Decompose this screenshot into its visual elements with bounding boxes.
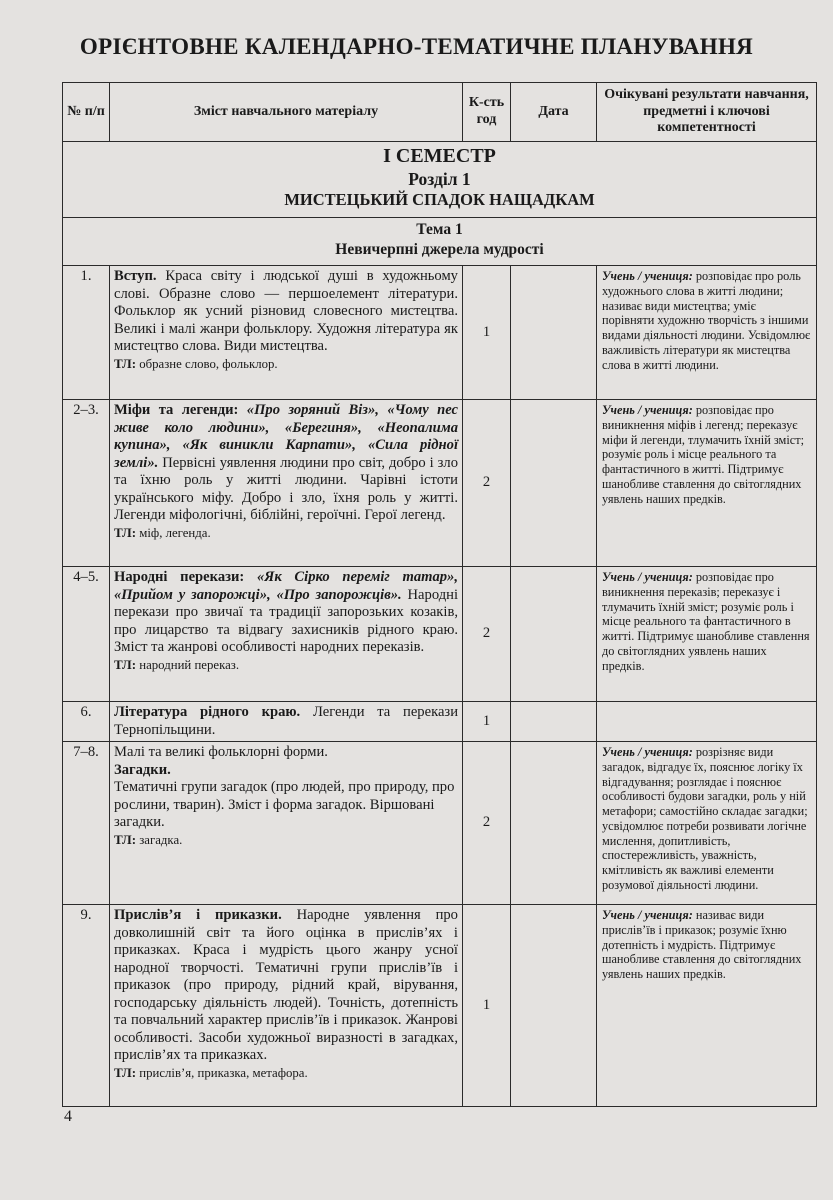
row-date[interactable] <box>511 400 597 567</box>
row-title: Міфи та легенди: <box>114 402 239 418</box>
page-number: 4 <box>64 1108 72 1125</box>
row-hours: 1 <box>463 905 511 1107</box>
section-label: Розділ 1 <box>408 169 471 189</box>
topic-title: Невичерпні джерела мудрості <box>335 241 544 259</box>
row-hours: 2 <box>463 567 511 702</box>
results-text: називає види прислів’їв і приказок; розуміє їхню дотепність і мудрість. Підтримує шанобливе ставлення до світоглядних уявлень наших предків. <box>602 908 802 981</box>
table-header-row <box>63 83 817 142</box>
section-title: МИСТЕЦЬКИЙ СПАДОК НАЩАДКАМ <box>284 190 595 209</box>
row-num: 4–5. <box>63 567 110 702</box>
row-works: «Як Сірко переміг татар», «Прийом у запорожці», «Про запорожців». <box>114 569 459 603</box>
row-hours: 1 <box>463 266 511 400</box>
row-num: 6. <box>63 702 110 742</box>
row-title: Загадки. <box>114 761 171 778</box>
results-text: розповідає про виникнення міфів і легенд; переказує міфи й легенди, тлумачить їхній зміст; розуміє роль і місце реального та фантастичного в житті. Підтримує шанобливе ставлення до світоглядних уявлень наших предків. <box>602 403 804 506</box>
topic-label: Тема 1 <box>416 221 463 238</box>
row-title: Вступ. <box>114 268 157 284</box>
tl-label: ТЛ: <box>114 1064 137 1080</box>
row-num: 9. <box>63 905 110 1107</box>
tl-terms: народний переказ. <box>139 657 240 672</box>
tl-terms: прислів’я, приказка, метафора. <box>139 1065 308 1080</box>
role-label: Учень / учениця: <box>602 269 693 283</box>
header-content: Зміст навчального матеріалу <box>110 83 463 142</box>
row-num: 7–8. <box>63 742 110 905</box>
header-hours: К-сть год <box>463 83 511 142</box>
row-text: Краса світу і людської душі в художньому слові. Образне слово — першоелемент літератури. Фольклор як усний різновид словесного мистецтва. Великі і малі жанри фольклору. Художня література як мистецтво слова. Види мистецтва. <box>114 268 458 354</box>
planning-table <box>62 82 817 1107</box>
row-num: 1. <box>63 266 110 400</box>
row-hours: 2 <box>463 742 511 905</box>
row-results <box>597 266 817 400</box>
row-hours: 2 <box>463 400 511 567</box>
row-results <box>597 567 817 702</box>
results-text: розповідає про виникнення переказів; переказує і тлумачить їхній зміст; розуміє роль і місце реального та фантастичного в житті. Підтримує шанобливе ставлення до світоглядних уявлень наших предків. <box>602 570 810 673</box>
row-date[interactable] <box>511 742 597 905</box>
row-content <box>110 400 463 567</box>
row-date[interactable] <box>511 266 597 400</box>
tl-label: ТЛ: <box>114 831 137 847</box>
table-row <box>63 702 817 742</box>
tl-terms: образне слово, фольклор. <box>139 356 278 371</box>
row-text: Легенди та перекази Тернопільщини. <box>114 704 458 738</box>
results-text: розрізняє види загадок, відгадує їх, пояснює логіку їх відгадування; розглядає і пояснює особливості будови загадки, роль у ній метафори; самостійно складає загадки; усвідомлює потреби розвивати логічне мислення, допитливість, спостережливість, уважність, кмітливість як важливі елементи розумової діяльності людини. <box>602 745 808 892</box>
table-row <box>63 266 817 400</box>
row-results <box>597 742 817 905</box>
row-content <box>110 702 463 742</box>
page-title: ОРІЄНТОВНЕ КАЛЕНДАРНО-ТЕМАТИЧНЕ ПЛАНУВАННЯ <box>79 34 754 59</box>
row-content <box>110 905 463 1107</box>
role-label: Учень / учениця: <box>602 570 693 584</box>
role-label: Учень / учениця: <box>602 403 693 417</box>
row-text: Первісні уявлення людини про світ, добро і зло та їхню роль у житті людини. Чарівні істоти українського міфу. Добро і зло, їхня роль у житті. Легенди міфологічні, біблійні, героїчні. Герої легенд. <box>114 454 458 523</box>
row-date[interactable] <box>511 702 597 742</box>
row-results <box>597 702 817 742</box>
row-results <box>597 905 817 1107</box>
row-num: 2–3. <box>63 400 110 567</box>
row-date[interactable] <box>511 905 597 1107</box>
row-title: Література рідного краю. <box>114 704 301 720</box>
header-num: № п/п <box>63 83 110 142</box>
row-text: Народне уявлення про довколишній світ та його оцінка в прислів’ях і приказках. Краса і мудрість цього жанру усної народної творчості. Тематичні групи прислів’їв і приказок (про природу, рідний край, вірування, господарську діяльність людей). Точність, дотепність та повчальний характер прислів’їв і приказок. Жанрові особливості. Засоби художньої виразності в загадках, прислів’ях та приказках. <box>114 907 458 1063</box>
tl-label: ТЛ: <box>114 524 137 540</box>
table-row <box>63 400 817 567</box>
topic-cell <box>63 218 817 266</box>
row-content <box>110 567 463 702</box>
row-title: Прислів’я і приказки. <box>114 907 282 923</box>
tl-terms: міф, легенда. <box>139 525 211 540</box>
section-row <box>63 142 817 218</box>
row-results <box>597 400 817 567</box>
section-cell <box>63 142 817 218</box>
topic-row <box>63 218 817 266</box>
table-row <box>63 742 817 905</box>
row-title: Народні перекази: <box>114 569 245 585</box>
results-text: розповідає про роль художнього слова в житті людини; називає види мистецтва; уміє порівняти художню творчість з іншими видами діяльності людини. Усвідомлює важливість літератури як мистецтва слова в житті людини. <box>602 269 811 372</box>
row-content <box>110 742 463 905</box>
row-works: «Про зоряний Віз», «Чому пес живе коло людини», «Берегиня», «Неопалима купина», «Як виникли Карпати», «Сила рідної землі». <box>114 402 459 471</box>
role-label: Учень / учениця: <box>602 745 693 759</box>
tl-label: ТЛ: <box>114 656 137 672</box>
tl-terms: загадка. <box>139 832 183 847</box>
header-date: Дата <box>511 83 597 142</box>
semester-heading: І СЕМЕСТР <box>383 145 496 167</box>
row-pre: Малі та великі фольклорні форми. <box>114 744 328 760</box>
tl-label: ТЛ: <box>114 355 137 371</box>
table-row <box>63 567 817 702</box>
row-text: Народні перекази про звичаї та традиції запорозьких козаків, про лицарство та відвагу захисників рідного краю. Зміст та жанрові особливості народних переказів. <box>114 586 458 655</box>
header-results: Очікувані результати навчання, предметні і ключові компетентності <box>597 83 817 142</box>
row-content <box>110 266 463 400</box>
table-row <box>63 905 817 1107</box>
row-date[interactable] <box>511 567 597 702</box>
row-hours: 1 <box>463 702 511 742</box>
row-text: Тематичні групи загадок (про людей, про природу, про рослини, тварин). Зміст і форма загадок. Віршовані загадки. <box>114 779 455 830</box>
role-label: Учень / учениця: <box>602 908 693 922</box>
